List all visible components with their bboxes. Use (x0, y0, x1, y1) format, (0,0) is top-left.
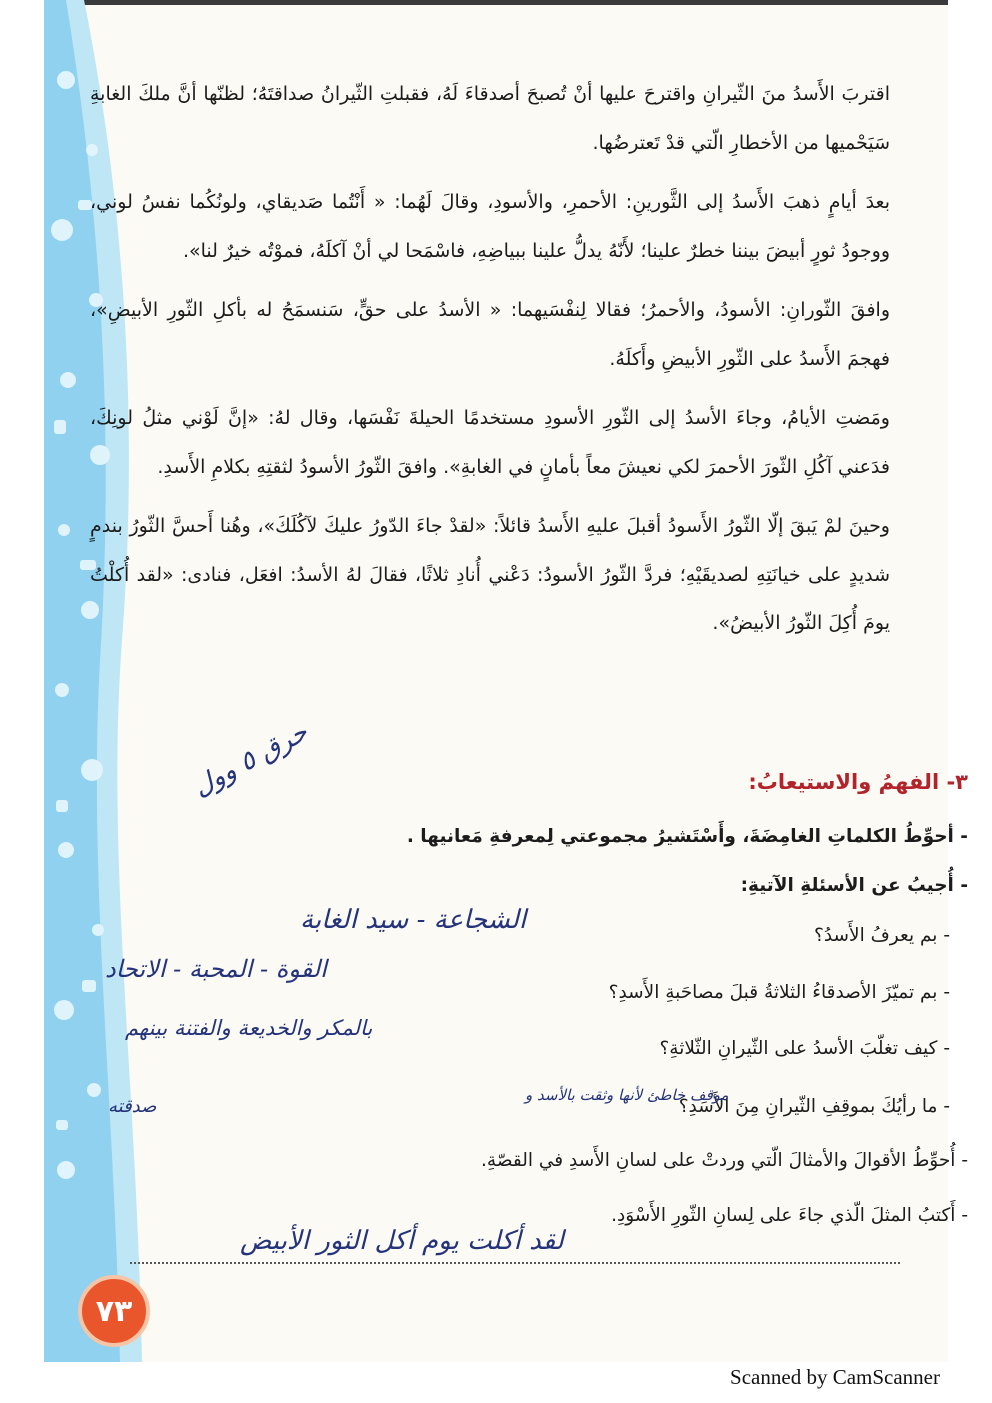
page-number-badge: ٧٣ (78, 1275, 150, 1347)
question-line: - بم تميّزَ الأصدقاءُ الثلاثةُ قبلَ مصاحَبةِ الأَسدِ؟ (608, 982, 950, 1003)
handwritten-margin-note: حرق ٥ وول (188, 717, 313, 803)
instruction-line: - أُجيبُ عن الأسئلةِ الآتيةِ: (740, 875, 968, 896)
instruction-line: - أحوِّطُ الكلماتِ الغامِضَةَ، وأَسْتَشيرُ مجموعتي لِمعرفةِ مَعانيها . (406, 826, 968, 847)
question-line: - بم يعرفُ الأَسدُ؟ (814, 925, 950, 946)
story-text (90, 70, 890, 659)
handwritten-answer: الشجاعة - سيد الغابة (300, 905, 527, 935)
top-border (44, 0, 948, 5)
story-paragraph: وحينَ لمْ يَبقَ إلّا الثّورُ الأَسودُ أقبلَ عليهِ الأَسدُ قائلاً: «لقدْ جاءَ الدّورُ عليكَ لآكُلَكَ»، وهُنا أَحسَّ الثّورُ بندمٍ شديدٍ على خيانَتِهِ لصديقَيْهِ؛ فردَّ الثّورُ الأسودُ: دَعْني أُنادِ ثلاثًا، فقالَ لهُ الأسدُ: افعَل، فنادى: «لقد أُكلْتُ يومَ أُكِلَ الثّورُ الأبيضُ». (90, 515, 890, 634)
story-paragraph: بعدَ أيامٍ ذهبَ الأَسدُ إلى الثَّورينِ: الأحمرِ، والأسودِ، وقالَ لَهُما: « أَنْتُما صَديقاي، ولونُكُما نفسُ لوني، ووجودُ ثورٍ أبيضَ بيننا خطرٌ علينا؛ لأَنّهُ يدلُّ علينا ببياضِهِ، فاسْمَحا لي أنْ آكلَهُ، فموْتُه خيرٌ لنا». (90, 191, 890, 262)
scanner-watermark: Scanned by CamScanner (730, 1365, 940, 1389)
handwritten-answer: القوة - المحبة - الاتحاد (105, 955, 327, 983)
task-line: - أُحوِّطُ الأقوالَ والأمثالَ الّتي وردتْ على لسانِ الأَسدِ في القصّةِ. (481, 1150, 968, 1171)
handwritten-answer: بالمكر والخديعة والفتنة بينهم (125, 1016, 373, 1040)
story-paragraph: اقتربَ الأَسدُ منَ الثّيرانِ واقترحَ عليها أنْ تُصبحَ أصدقاءَ لَهُ، فقبلتِ الثّيرانُ صداقتَهُ؛ لظنّها أنَّ ملكَ الغابةِ سَيَحْميها من الأخطارِ الّتي قدْ تَعترضُها. (90, 83, 890, 154)
question-line: - كيف تغلّبَ الأسدُ على الثّيرانِ الثّلاثةِ؟ (659, 1038, 950, 1059)
question-line: - ما رأيُكَ بموقِفِ الثّيرانِ مِنَ الأَسَدِ؟ (678, 1096, 950, 1117)
handwritten-answer: لقد أكلت يوم أكل الثور الأبيض (240, 1226, 564, 1256)
answer-dotted-line (130, 1262, 900, 1264)
handwritten-answer: صدقته (108, 1096, 157, 1117)
task-line: - أَكتبُ المثلَ الّذي جاءَ على لِسانِ الثّورِ الأَسْوَدِ. (611, 1205, 968, 1226)
handwritten-answer: موقف خاطئ لأنها وثقت بالأسد و (525, 1086, 729, 1104)
section-title: ٣- الفهمُ والاستيعابُ: (748, 770, 968, 794)
story-paragraph: وافقَ الثّورانِ: الأسودُ، والأحمرُ؛ فقالا لِنفْسَيهما: « الأسدُ على حقٍّ، سَنسمَحُ له بأكلِ الثّورِ الأبيضِ»، فهجمَ الأَسدُ على الثّورِ الأبيضِ وأَكلَهُ. (90, 299, 890, 370)
story-paragraph: ومَضتِ الأيامُ، وجاءَ الأسدُ إلى الثّورِ الأسودِ مستخدمًا الحيلةَ نَفْسَها، وقال لهُ: «إنَّ لَوْني مثلُ لونِكَ، فدَعني آكُلِ الثّورَ الأحمرَ لكي نعيشَ معاً بأمانٍ في الغابةِ». وافقَ الثّورُ الأسودُ لثقتِهِ بكلامِ الأَسدِ. (90, 407, 890, 478)
